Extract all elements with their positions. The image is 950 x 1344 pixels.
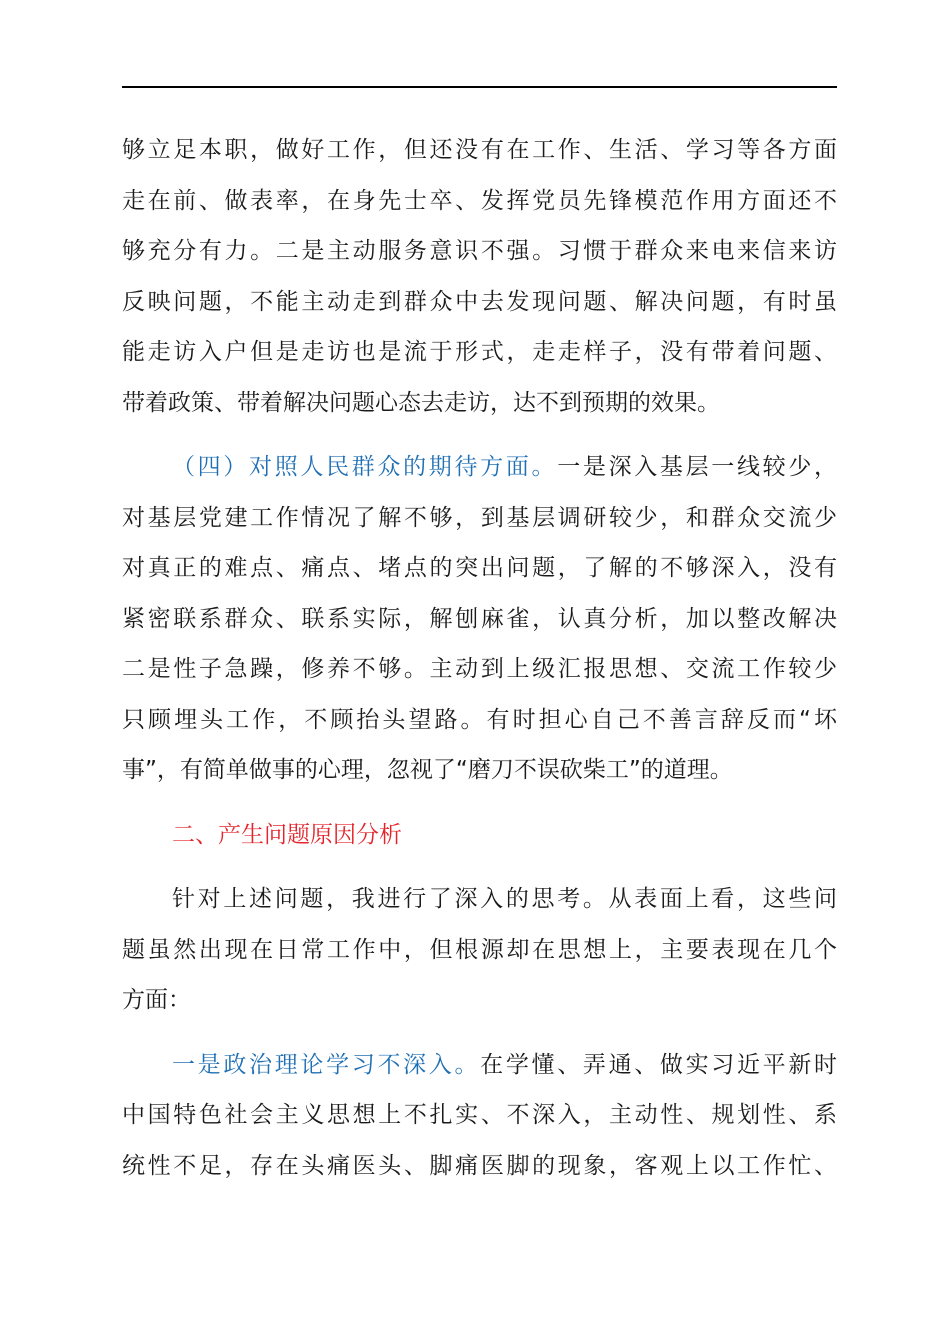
paragraph-heading: 一是政治理论学习不深入。 [172, 1051, 481, 1078]
paragraph [122, 442, 837, 796]
text-run: 一是深入基层一线较少， [557, 454, 837, 480]
text-line: 只顾埋头工作，不顾抬头望路。有时担心自己不善言辞反而“坏 [122, 706, 837, 733]
text-line: 够充分有力。二是主动服务意识不强。习惯于群众来电来信来访 [122, 238, 837, 264]
text-line: 反映问题，不能主动走到群众中去发现问题、解决问题，有时虽 [122, 288, 837, 315]
paragraph [122, 874, 837, 1026]
text-line: 针对上述问题，我进行了深入的思考。从表面上看，这些问 [172, 886, 837, 912]
text-line: 中国特色社会主义思想上不扎实、不深入，主动性、规划性、系 [122, 1102, 837, 1128]
paragraph-heading: （四）对照人民群众的期待方面。 [172, 454, 558, 480]
text-line: 对真正的难点、痛点、堵点的突出问题，了解的不够深入，没有 [122, 555, 837, 581]
section-title: 二、产生问题原因分析 [172, 821, 402, 848]
text-line: 事”，有简单做事的心理，忽视了“磨刀不误砍柴工”的道理。 [122, 757, 733, 783]
text-line [122, 442, 837, 493]
text-run: 在学懂、弄通、做实习近平新时 [480, 1051, 837, 1078]
text-line [122, 1040, 837, 1091]
text-line: 题虽然出现在日常工作中，但根源却在思想上，主要表现在几个 [122, 936, 837, 963]
document-body [122, 125, 837, 1191]
text-line: 对基层党建工作情况了解不够，到基层调研较少，和群众交流少 [122, 504, 837, 531]
paragraph [122, 125, 837, 428]
paragraph [122, 1040, 837, 1192]
header-rule [122, 86, 837, 88]
text-line: 方面： [122, 987, 191, 1013]
text-line: 统性不足，存在头痛医头、脚痛医脚的现象，客观上以工作忙、 [122, 1152, 837, 1179]
text-line: 二是性子急躁，修养不够。主动到上级汇报思想、交流工作较少 [122, 656, 837, 682]
text-line: 紧密联系群众、联系实际，解刨麻雀，认真分析，加以整改解决 [122, 605, 837, 632]
text-line: 带着政策、带着解决问题心态去走访，达不到预期的效果。 [122, 389, 720, 416]
text-line: 走在前、做表率，在身先士卒、发挥党员先锋模范作用方面还不 [122, 187, 837, 214]
text-line: 能走访入户但是走访也是流于形式，走走样子，没有带着问题、 [122, 339, 837, 365]
text-line: 够立足本职，做好工作，但还没有在工作、生活、学习等各方面 [122, 137, 837, 163]
